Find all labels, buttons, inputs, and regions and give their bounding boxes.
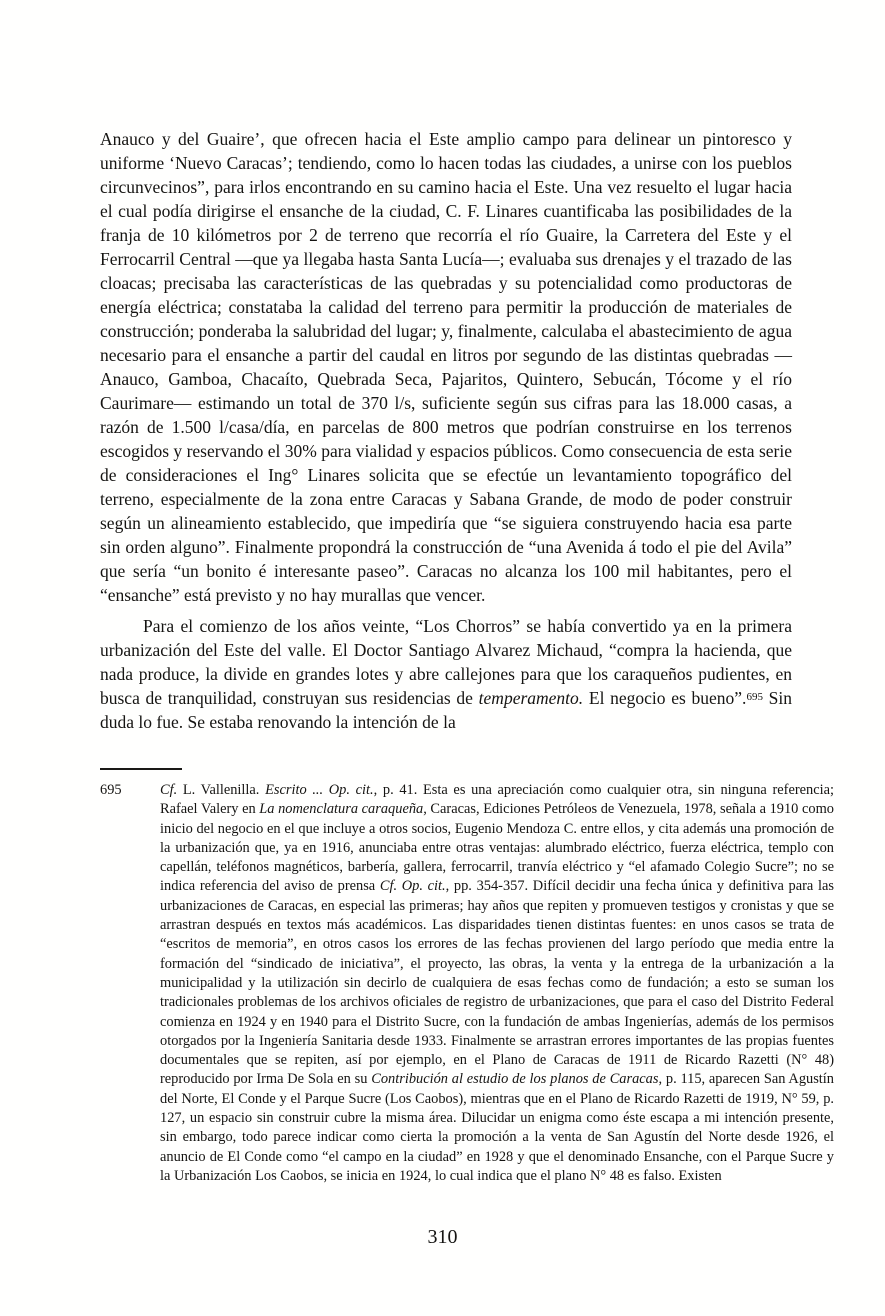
footnote-separator-rule	[100, 768, 182, 770]
main-text-block	[100, 127, 792, 734]
paragraph-continuation: Anauco y del Guaire’, que ofrecen hacia el Este amplio campo para delinear un pintoresco y uniforme ‘Nuevo Caracas’; tendiendo, como lo hacen todas las ciudades, a unirse con los pueblos circunvecinos”, para irlos encontrando en su camino hacia el Este. Una vez resuelto el lugar hacia el cual podía dirigirse el ensanche de la ciudad, C. F. Linares cuantificaba las posibilidades de la franja de 10 kilómetros por 2 de terreno que recorría el río Guaire, la Carretera del Este y el Ferrocarril Central —que ya llegaba hasta Santa Lucía—; evaluaba sus drenajes y el trazado de las cloacas; precisaba las características de las quebradas y su potencialidad como productoras de energía eléctrica; constataba la calidad del terreno para permitir la producción de materiales de construcción; ponderaba la salubridad del lugar; y, finalmente, calculaba el abastecimiento de agua necesario para el ensanche a partir del caudal en litros por segundo de las distintas quebradas —Anauco, Gamboa, Chacaíto, Quebrada Seca, Pajaritos, Quintero, Sebucán, Tócome y el río Caurimare— estimando un total de 370 l/s, suficiente según sus cifras para las 18.000 casas, a razón de 1.500 l/casa/día, en parcelas de 800 metros que podrían construirse en los terrenos escogidos y reservando el 30% para vialidad y espacios públicos. Como consecuencia de esta serie de consideraciones el Ing° Linares solicita que se efectúe un levantamiento topográfico del terreno, especialmente de la zona entre Caracas y Sabana Grande, de modo de poder construir según un alineamiento establecido, que impediría que “se siguiera construyendo hacia esa parte sin orden alguno”. Finalmente propondrá la construcción de “una Avenida á todo el pie del Avila” que sería “un bonito é interesante paseo”. Caracas no alcanza los 100 mil habitantes, pero el “ensanche” está previsto y no hay murallas que vencer.	[100, 129, 792, 605]
footnote-text: Cf. L. Vallenilla. Escrito ... Op. cit., p. 41. Esta es una apreciación como cualquier otra, sin ninguna referencia; Rafael Valery en La nomenclatura caraqueña, Caracas, Ediciones Petróleos de Venezuela, 1978, señala a 1910 como inicio del negocio en el que incluye a otros socios, Eugenio Mendoza C. entre ellos, y cita además una promoción de la urbanización que, ya en 1916, anunciaba entre otras ventajas: alumbrado eléctrico, fuerza eléctrica, templo con capellán, teléfonos magnéticos, barbería, gallera, ferrocarril, tranvía eléctrico y “el afamado Colegio Sucre”; no se indica referencia del aviso de prensa Cf. Op. cit., pp. 354-357. Difícil decidir una fecha única y definitiva para las urbanizaciones de Caracas, en especial las primeras; hay años que repiten y promueven testigos y cronistas y que se arrastran después en textos más académicos. Las disparidades tienen distintas fuentes: en unos casos se trata de “escritos de memoria”, en otros casos los errores de las fechas provienen del largo período que media entre la formación del “sindicado de iniciativa”, el proyecto, las obras, la venta y la entrega de la urbanización a la municipalidad y la utilización sin decirlo de cualquiera de esas fechas como de fundación; a esto se suman los tradicionales problemas de los archivos oficiales de registro de urbanizaciones, que para el caso del Distrito Federal comienza en 1924 y en 1940 para el Distrito Sucre, con la fundación de ambas Ingenierías, además de los permisos otorgados por la Ingeniería Sanitaria desde 1933. Finalmente se arrastran errores importantes de las propias fuentes documentales que se repiten, así por ejemplo, en el Plano de Caracas de 1911 de Ricardo Razetti (N° 48) reproducido por Irma De Sola en su Contribución al estudio de los planos de Caracas, p. 115, aparecen San Agustín del Norte, El Conde y el Parque Sucre (Los Caobos), mientras que en el Plano de Ricardo Razetti de 1919, N° 59, p. 127, un espacio sin construir cubre la misma área. Dilucidar un enigma como éste escapa a mi intención presente, sin embargo, todo parece indicar como cierta la promoción a la venta de San Agustín del Norte desde 1926, el anuncio de El Conde como “el campo en la ciudad” en 1928 y que el denominado Ensanche, con el Parque Sucre y la Urbanización Los Caobos, se inicia en 1924, lo cual indica que el plano N° 48 es falso. Existen	[160, 782, 834, 1184]
footnote-695	[100, 781, 834, 1186]
page-number: 310	[427, 1226, 458, 1248]
footnote-number: 695	[100, 782, 122, 798]
paragraph-los-chorros: Para el comienzo de los años veinte, “Los Chorros” se había convertido ya en la primera urbanización del Este del valle. El Doctor Santiago Alvarez Michaud, “compra la hacienda, que nada produce, la divide en grandes lotes y abre callejones para que los caraqueños pudientes, en busca de tranquilidad, construyan sus residencias de temperamento. El negocio es bueno”.$^{695}$ Sin duda lo fue. Se estaba renovando la intención de la	[100, 616, 792, 732]
